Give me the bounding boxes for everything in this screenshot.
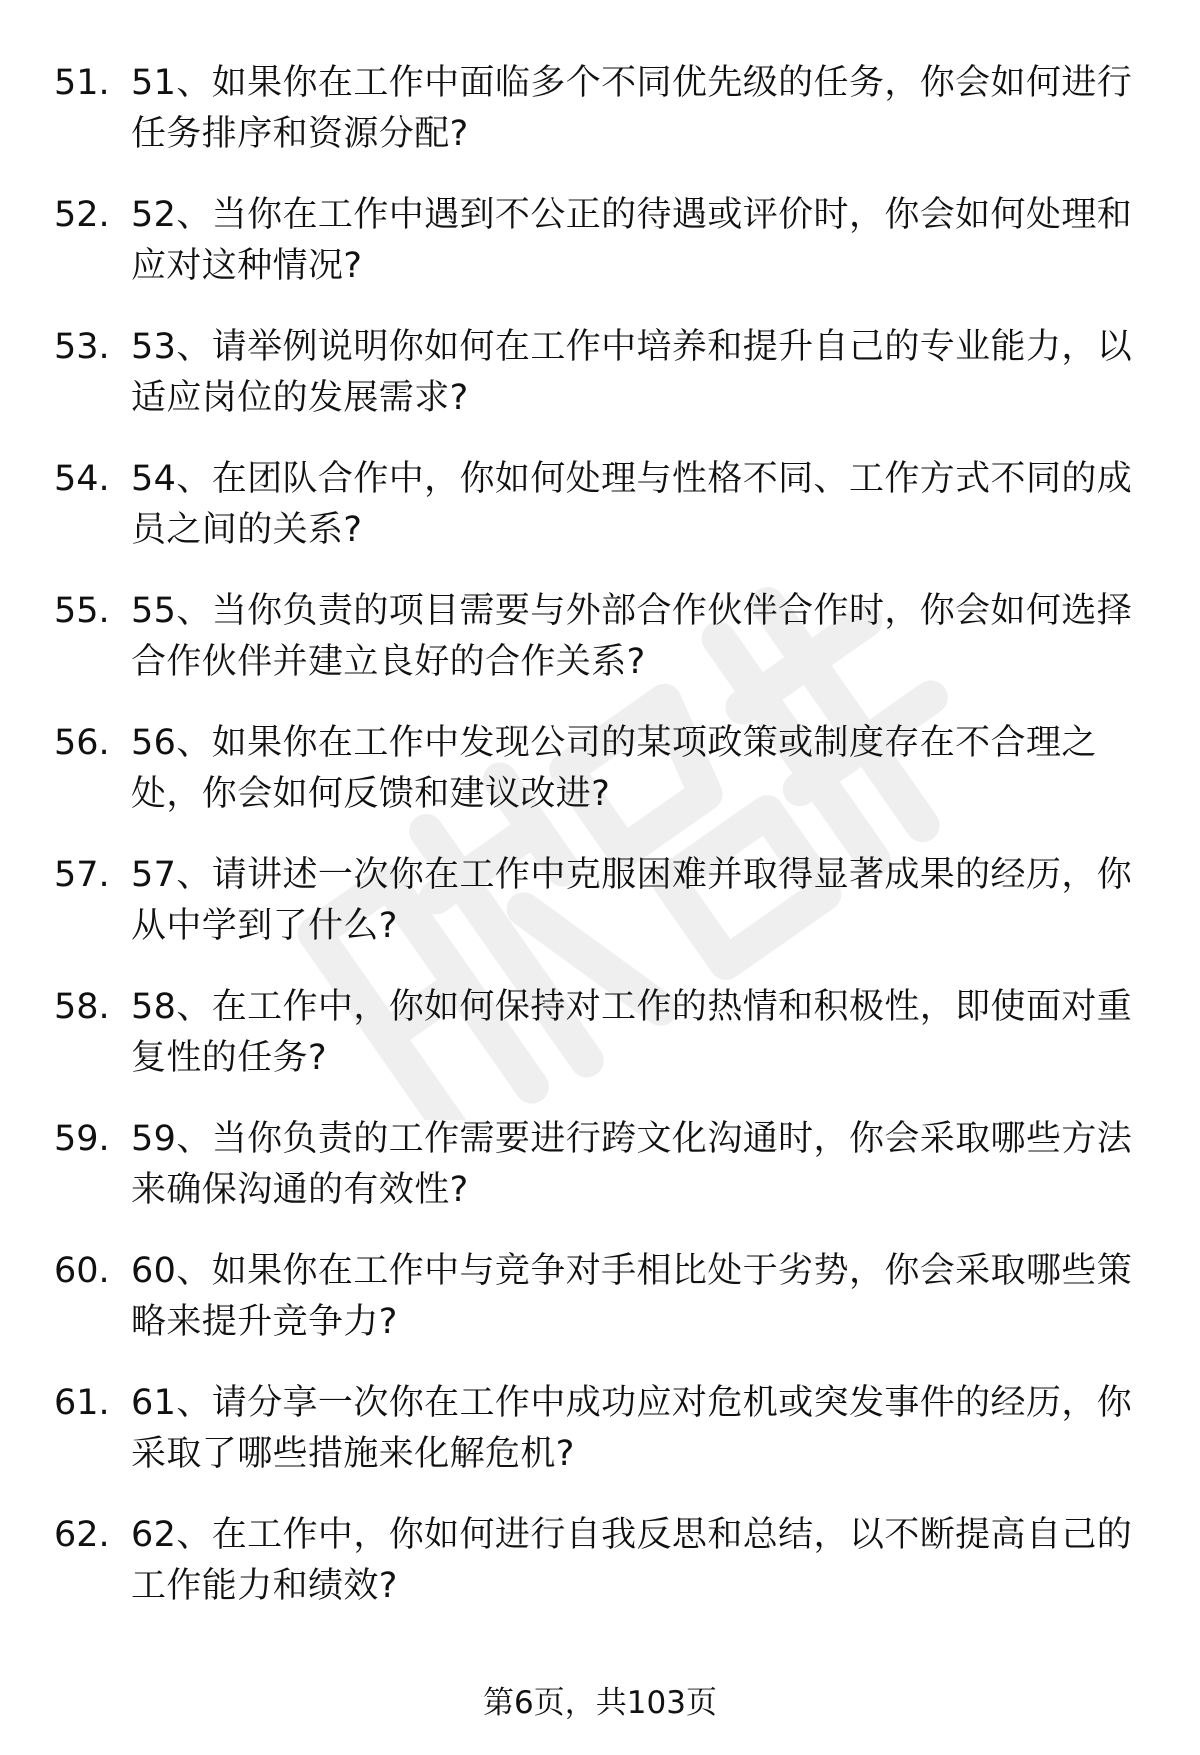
question-text: 57、请讲述一次你在工作中克服困难并取得显著成果的经历，你从中学到了什么? <box>131 855 1133 946</box>
question-number: 62. <box>54 1515 110 1555</box>
list-item <box>0 58 1200 190</box>
question-number: 61. <box>54 1383 110 1423</box>
question-number: 59. <box>54 1119 110 1159</box>
list-item <box>0 586 1200 718</box>
question-number: 53. <box>54 327 110 367</box>
question-text: 54、在团队合作中，你如何处理与性格不同、工作方式不同的成员之间的关系? <box>131 459 1133 550</box>
question-text: 53、请举例说明你如何在工作中培养和提升自己的专业能力，以适应岗位的发展需求? <box>131 327 1133 418</box>
question-text: 52、当你在工作中遇到不公正的待遇或评价时，你会如何处理和应对这种情况? <box>131 195 1133 286</box>
question-text: 55、当你负责的项目需要与外部合作伙伴合作时，你会如何选择合作伙伴并建立良好的合作关系? <box>131 591 1133 682</box>
question-number: 55. <box>54 591 110 631</box>
page-indicator: 第6页，共103页 <box>483 1685 717 1721</box>
question-text: 62、在工作中，你如何进行自我反思和总结，以不断提高自己的工作能力和绩效? <box>131 1515 1133 1606</box>
list-item <box>0 454 1200 586</box>
question-text: 51、如果你在工作中面临多个不同优先级的任务，你会如何进行任务排序和资源分配? <box>131 63 1133 154</box>
question-number: 52. <box>54 195 110 235</box>
question-text: 58、在工作中，你如何保持对工作的热情和积极性，即使面对重复性的任务? <box>131 987 1133 1078</box>
question-text: 60、如果你在工作中与竞争对手相比处于劣势，你会采取哪些策略来提升竞争力? <box>131 1251 1133 1342</box>
list-item <box>0 1246 1200 1378</box>
list-item <box>0 982 1200 1114</box>
question-number: 56. <box>54 723 110 763</box>
question-list <box>0 58 1200 1642</box>
list-item <box>0 850 1200 982</box>
question-number: 58. <box>54 987 110 1027</box>
list-item <box>0 1510 1200 1642</box>
question-number: 51. <box>54 63 110 103</box>
question-number: 54. <box>54 459 110 499</box>
question-text: 56、如果你在工作中发现公司的某项政策或制度存在不合理之处，你会如何反馈和建议改进? <box>131 723 1097 814</box>
question-number: 57. <box>54 855 110 895</box>
list-item <box>0 190 1200 322</box>
list-item <box>0 322 1200 454</box>
list-item <box>0 718 1200 850</box>
question-number: 60. <box>54 1251 110 1291</box>
question-text: 61、请分享一次你在工作中成功应对危机或突发事件的经历，你采取了哪些措施来化解危机? <box>131 1383 1133 1474</box>
list-item <box>0 1378 1200 1510</box>
question-text: 59、当你负责的工作需要进行跨文化沟通时，你会采取哪些方法来确保沟通的有效性? <box>131 1119 1133 1210</box>
list-item <box>0 1114 1200 1246</box>
